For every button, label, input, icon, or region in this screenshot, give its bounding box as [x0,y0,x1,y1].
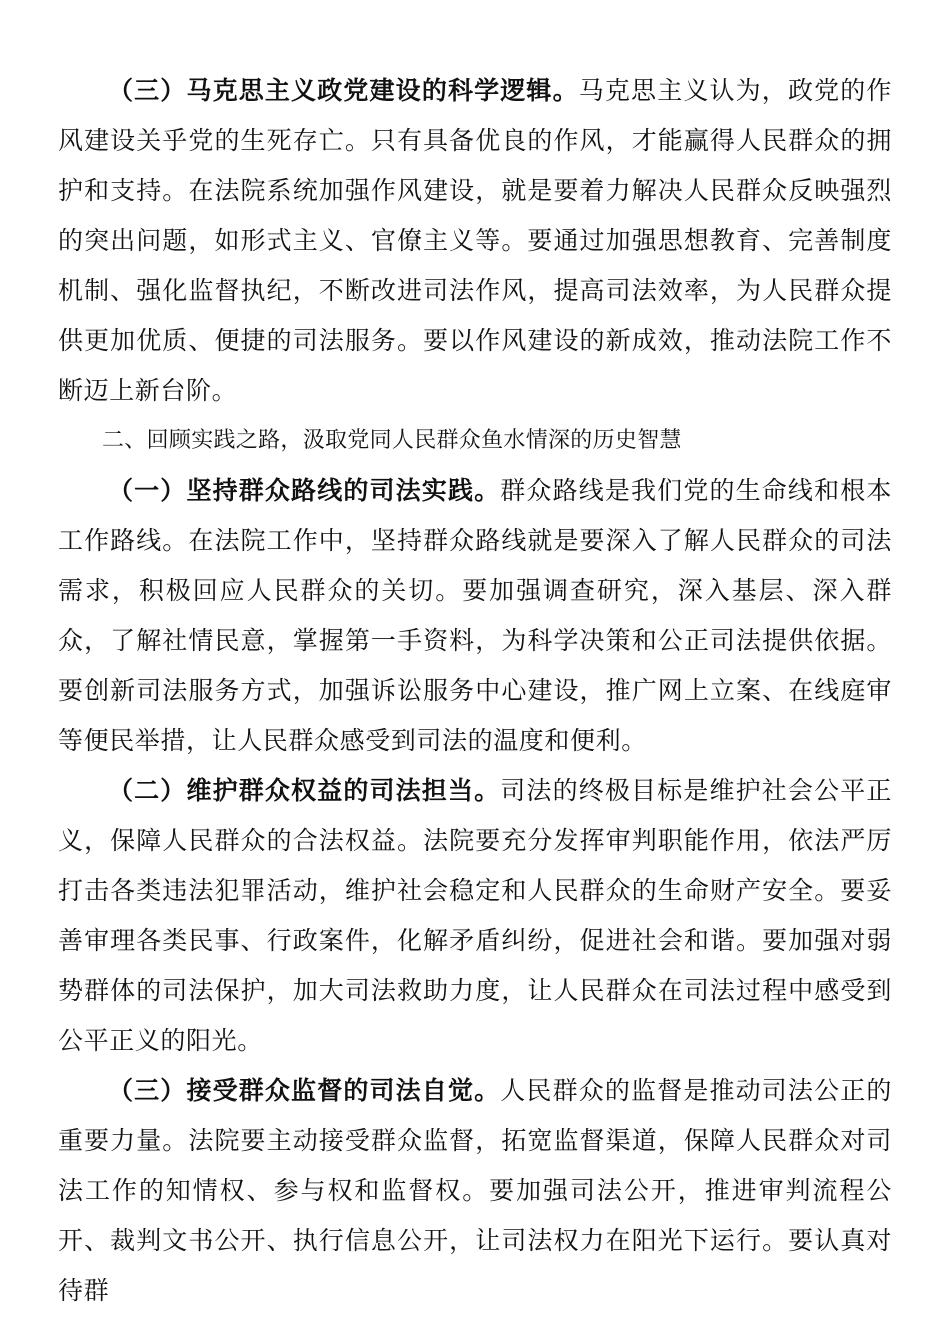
paragraph-body: 司法的终极目标是维护社会公平正义，保障人民群众的合法权益。法院要充分发挥审判职能作用，依法严厉打击各类违法犯罪活动，维护社会稳定和人民群众的生命财产安全。要妥善审理各类民事、行政案件，化解矛盾纠纷，促进社会和谐。要加强对弱势群体的司法保护，加大司法救助力度，让人民群众在司法过程中感受到公平正义的阳光。 [58,776,892,1055]
paragraph-lead: （三）马克思主义政党建设的科学逻辑。 [108,76,579,105]
paragraph-protect-rights [58,766,892,1066]
paragraph-body: 群众路线是我们党的生命线和根本工作路线。在法院工作中，坚持群众路线就是要深入了解人民群众的司法需求，积极回应人民群众的关切。要加强调查研究，深入基层、深入群众，了解社情民意，掌握第一手资料，为科学决策和公正司法提供依据。要创新司法服务方式，加强诉讼服务中心建设，推广网上立案、在线庭审等便民举措，让人民群众感受到司法的温度和便利。 [58,476,892,755]
paragraph-lead: （一）坚持群众路线的司法实践。 [108,476,501,505]
paragraph-mass-line-practice [58,466,892,766]
paragraph-body: 人民群众的监督是推动司法公正的重要力量。法院要主动接受群众监督，拓宽监督渠道，保障人民群众对司法工作的知情权、参与权和监督权。要加强司法公开，推进审判流程公开、裁判文书公开、执行信息公开，让司法权力在阳光下运行。要认真对待群 [58,1076,892,1305]
paragraph-lead: （二）维护群众权益的司法担当。 [108,776,501,805]
paragraph-lead: （三）接受群众监督的司法自觉。 [108,1076,501,1105]
paragraph-accept-supervision [58,1066,892,1316]
paragraph-party-building-logic [58,66,892,416]
section-heading: 二、回顾实践之路，汲取党同人民群众鱼水情深的历史智慧 [102,428,682,453]
paragraph-body: 马克思主义认为，政党的作风建设关乎党的生死存亡。只有具备优良的作风，才能赢得人民群众的拥护和支持。在法院系统加强作风建设，就是要着力解决人民群众反映强烈的突出问题，如形式主义、官僚主义等。要通过加强思想教育、完善制度机制、强化监督执纪，不断改进司法作风，提高司法效率，为人民群众提供更加优质、便捷的司法服务。要以作风建设的新成效，推动法院工作不断迈上新台阶。 [58,76,892,405]
